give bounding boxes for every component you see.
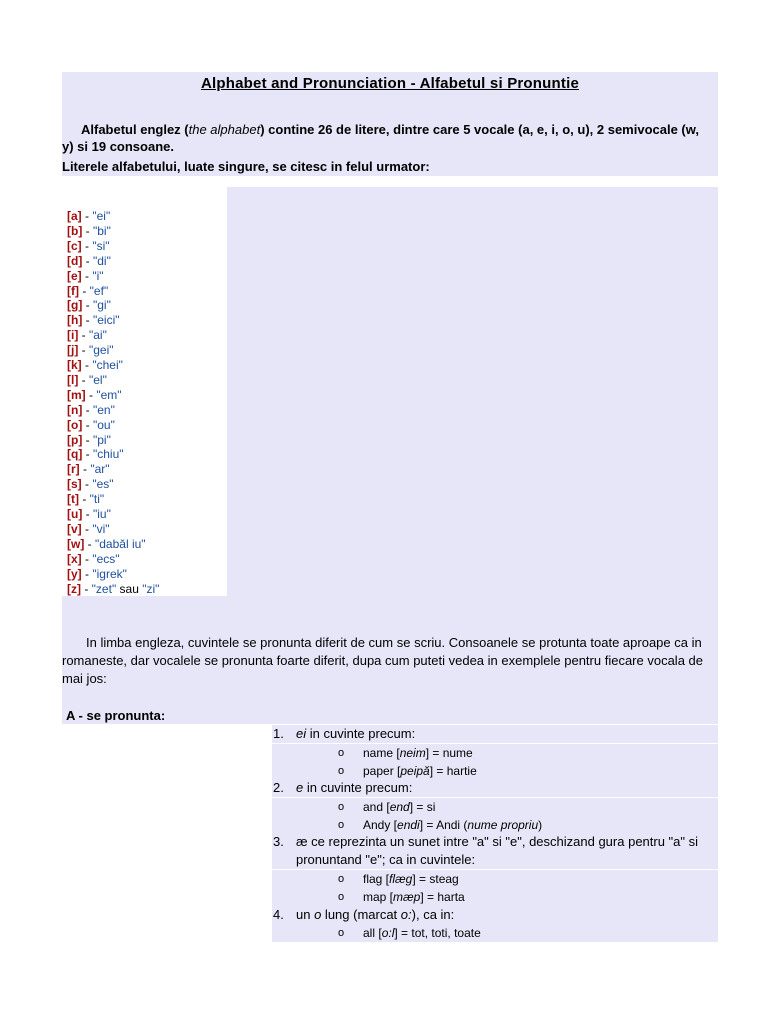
letter-key: [b]: [67, 223, 83, 238]
letter-pronunciation: "si": [92, 238, 110, 253]
letter-key: [v]: [67, 521, 82, 536]
sub-item: [272, 924, 718, 942]
item-text: in cuvinte precum:: [306, 726, 416, 741]
item-number: 1.: [273, 726, 284, 741]
letter-dash: -: [81, 358, 93, 372]
letter-row: [67, 447, 124, 462]
letter-dash: -: [82, 402, 93, 417]
letter-key: [x]: [67, 551, 82, 566]
sub-word: Andy [: [363, 818, 398, 832]
sub-ipa: end: [389, 800, 410, 814]
letter-pronunciation: "zet": [91, 581, 117, 596]
bullet-icon: o: [338, 801, 345, 813]
letter-dash: -: [85, 387, 97, 402]
sub-rest: ] = harta: [420, 890, 465, 904]
letter-dash: -: [81, 521, 93, 536]
item-text: in cuvinte precum:: [303, 780, 413, 795]
letter-pronunciation: "el": [89, 372, 107, 387]
list-item-1: [272, 725, 718, 743]
letter-key: [j]: [67, 343, 79, 358]
letter-key: [a]: [67, 209, 82, 223]
sub-rest-2: ): [538, 818, 543, 832]
letter-pronunciation: "ei": [92, 209, 111, 223]
letter-row: [67, 254, 111, 269]
sub-word: name [: [363, 746, 400, 760]
letter-pronunciation: "ar": [90, 462, 110, 477]
sub-item: [272, 798, 718, 816]
letter-key: [g]: [67, 298, 83, 313]
bullet-icon: o: [338, 819, 345, 831]
sub-ipa: flæg: [389, 872, 413, 886]
letter-sau: sau: [116, 581, 143, 596]
letter-dash: -: [82, 253, 93, 268]
letter-row: [67, 373, 107, 388]
letter-pronunciation: "en": [93, 402, 115, 417]
letter-row: [67, 209, 110, 224]
sub-rest: ] = Andi (: [419, 818, 468, 832]
letter-dash: -: [81, 566, 93, 581]
letter-pronunciation: "bi": [93, 223, 111, 238]
item-italic: e: [296, 780, 304, 795]
letter-dash: -: [82, 223, 93, 238]
item-italic: ei: [296, 726, 307, 741]
sub-ipa: peipă: [400, 764, 430, 778]
letter-pronunciation: "chei": [92, 358, 123, 372]
sub-item: [272, 888, 718, 906]
letter-row: [67, 269, 104, 284]
letter-row: [67, 433, 111, 448]
letter-dash: -: [79, 462, 91, 477]
sub-word: flag [: [363, 872, 390, 886]
letter-pronunciation: "gei": [89, 343, 114, 358]
letter-key: [l]: [67, 372, 79, 387]
letter-dash: -: [84, 536, 95, 551]
list-item-3: [272, 833, 718, 869]
letter-row: [67, 567, 127, 582]
letter-key: [d]: [67, 253, 83, 268]
letter-pronunciation: "ecs": [92, 551, 120, 566]
letter-row: [67, 224, 111, 239]
sub-item: [272, 762, 718, 780]
sub-word: paper [: [363, 764, 401, 778]
intro-text-a: Alfabetul englez (: [81, 122, 189, 137]
letter-pronunciation: "di": [93, 253, 111, 268]
bullet-icon: o: [338, 927, 345, 939]
sub-ipa: neim: [399, 746, 426, 760]
letter-dash: -: [82, 298, 93, 313]
intro-paragraph: [62, 121, 712, 155]
letter-pronunciation: "eici": [93, 313, 120, 328]
letter-key: [y]: [67, 566, 82, 581]
letter-row: [67, 522, 110, 537]
item-number: 3.: [273, 834, 284, 849]
letter-key: [q]: [67, 447, 83, 462]
item-number: 4.: [273, 907, 284, 922]
letter-dash: -: [82, 447, 93, 462]
letter-dash: -: [78, 372, 89, 387]
bullet-icon: o: [338, 891, 345, 903]
item-text-c: ), ca in:: [411, 907, 455, 922]
item-number: 2.: [273, 780, 284, 795]
letter-key: [o]: [67, 417, 83, 432]
letter-key: [p]: [67, 432, 83, 447]
letter-row: [67, 492, 104, 507]
letter-pronunciation: "igrek": [92, 566, 127, 581]
letter-pronunciation-2: "zi": [142, 581, 160, 596]
letter-row: [67, 537, 146, 552]
letter-key: [h]: [67, 313, 83, 328]
letter-key: [u]: [67, 507, 83, 521]
letter-row: [67, 328, 107, 343]
sub-item: [272, 870, 718, 888]
letter-dash: -: [82, 417, 93, 432]
intro-paragraph-2: [62, 158, 712, 175]
letter-dash: -: [81, 581, 92, 596]
letter-key: [z]: [67, 581, 81, 596]
letter-pronunciation: "iu": [93, 507, 111, 521]
intro-block: [62, 100, 718, 176]
letter-row: [67, 239, 110, 254]
sub-rest: ] = si: [409, 800, 436, 814]
sub-ipa-2: nume propriu: [467, 818, 539, 832]
letter-dash: -: [79, 492, 90, 507]
letter-pronunciation: "ou": [93, 417, 115, 432]
letter-pronunciation: "dabăl iu": [95, 536, 146, 551]
intro-italic: the alphabet: [188, 122, 261, 137]
letter-row: [67, 343, 114, 358]
letter-row: [67, 462, 110, 477]
letter-pronunciation: "vi": [92, 521, 110, 536]
letter-dash: -: [78, 328, 89, 343]
letter-dash: -: [82, 507, 93, 521]
sub-item: [272, 816, 718, 834]
vowel-paragraph-text: In limba engleza, cuvintele se pronunta diferit de cum se scriu. Consoanele se protunta toate aproape ca in romaneste, dar vocalele se pronunta foarte diferit, dupa cum puteti vedea in exemplele pentru fiecare vocala de mai jos:: [62, 635, 703, 686]
bullet-icon: o: [338, 765, 345, 777]
a-heading: A - se pronunta:: [66, 708, 166, 723]
bullet-icon: o: [338, 747, 345, 759]
letter-key: [e]: [67, 268, 82, 283]
letter-key: [n]: [67, 402, 83, 417]
item-text-b: lung (marcat: [321, 907, 401, 922]
sub-ipa: o:l: [381, 926, 395, 940]
letter-pronunciation: "ti": [89, 492, 105, 507]
letter-key: [i]: [67, 328, 79, 343]
sub-ipa: mæp: [393, 890, 421, 904]
letter-row: [67, 284, 108, 299]
sub-word: all [: [363, 926, 382, 940]
letter-row: [67, 313, 120, 328]
letter-row: [67, 507, 111, 522]
bullet-icon: o: [338, 873, 345, 885]
intro-text-b: ) contine 26 de litere, dintre care 5 vocale (a, e, i, o, u), 2 semivocale (w, y) si 19 consoane.: [62, 122, 699, 154]
letter-pronunciation: "chiu": [93, 447, 124, 462]
letter-pronunciation: "ef": [89, 283, 109, 298]
sub-word: map [: [363, 890, 394, 904]
letter-row: [67, 403, 115, 418]
letter-key: [f]: [67, 283, 79, 298]
letter-pronunciation: "ai": [89, 328, 107, 343]
letter-key: [s]: [67, 477, 82, 492]
letter-dash: -: [82, 432, 93, 447]
vowel-paragraph: [62, 631, 718, 724]
letter-key: [r]: [67, 462, 80, 477]
sub-rest: ] = nume: [425, 746, 473, 760]
letter-pronunciation: "i": [92, 268, 104, 283]
letter-dash: -: [81, 238, 93, 253]
item-text-a: un: [296, 907, 315, 922]
page-title: [62, 72, 718, 100]
shaded-header-strip: [227, 187, 718, 207]
page-title-text: Alphabet and Pronunciation - Alfabetul si Pronuntie: [201, 75, 579, 92]
letter-row: [67, 388, 122, 403]
sub-rest: ] = steag: [412, 872, 459, 886]
list-item-4: [272, 906, 718, 924]
letter-dash: -: [81, 209, 93, 223]
letter-pronunciation: "em": [96, 387, 122, 402]
letter-key: [t]: [67, 492, 79, 507]
letter-pronunciation: "es": [92, 477, 114, 492]
intro-line-2: Literele alfabetului, luate singure, se citesc in felul urmator:: [62, 159, 430, 174]
letter-key: [m]: [67, 387, 86, 402]
letter-row: [67, 358, 123, 373]
letter-key: [w]: [67, 536, 85, 551]
letter-dash: -: [81, 551, 93, 566]
letter-dash: -: [81, 268, 93, 283]
item-italic: o: [314, 907, 322, 922]
letter-key: [k]: [67, 358, 82, 372]
sub-word: and [: [363, 800, 390, 814]
letter-dash: -: [82, 313, 93, 328]
letter-row: [67, 552, 120, 567]
letter-row: [67, 418, 115, 433]
sub-item: [272, 744, 718, 762]
sub-ipa: endi: [397, 818, 420, 832]
letter-dash: -: [78, 343, 89, 358]
alphabet-list: [62, 207, 718, 631]
sub-rest: ] = hartie: [429, 764, 477, 778]
letter-row: [67, 582, 159, 597]
letter-key: [c]: [67, 238, 82, 253]
sub-rest: ] = tot, toti, toate: [394, 926, 481, 940]
letter-dash: -: [79, 283, 90, 298]
letter-row: [67, 298, 111, 313]
letter-pronunciation: "gi": [93, 298, 111, 313]
item-italic-2: o:: [400, 907, 412, 922]
letter-pronunciation: "pi": [93, 432, 111, 447]
item-text: æ ce reprezinta un sunet intre "a" si "e", deschizand gura pentru "a" si pronuntand "e"; ca in cuvintele:: [296, 834, 699, 867]
letter-dash: -: [81, 477, 93, 492]
list-item-2: [272, 779, 718, 797]
letter-row: [67, 477, 114, 492]
